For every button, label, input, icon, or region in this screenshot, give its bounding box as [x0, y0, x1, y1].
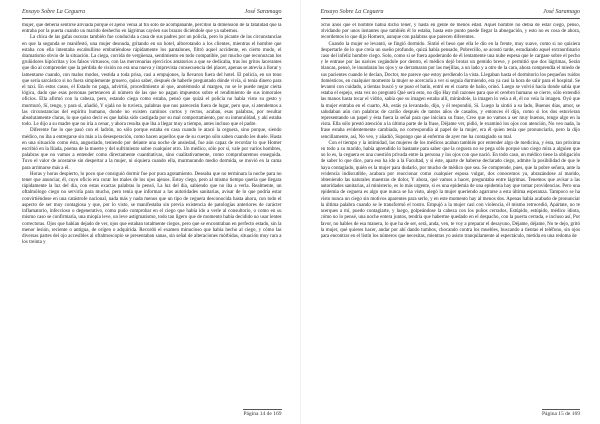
running-head: [321, 8, 581, 19]
paragraph: Cuando la mujer se levantó, se fingió dormido. Sintió el beso que ella le dio en la frente, muy suave, como si no quisiera despertarle de lo que creía un sueño profundo, quizá había pensado, Pobrecillo, se acostó tarde, estudiando aquel extraordinario caso del infeliz hombre ciego. Solo, como si se fuera apoderando de él lentamente una nube espesa que le cargase sobre el pecho y le entrase por las narices cegándole por dentro, el médico dejó brotar un gemido breve, y permitió que dos lágrimas, Serán blancas, pensó, le inundaran los ojos y se derramaran por las mejillas, a un lado y a otro de la cara, ahora comprendía el miedo de sus pacientes cuando le decían, Doctor, me parece que estoy perdiendo la vista. Llegaban hasta el dormitorio los pequeños ruidos domésticos, en cualquier momento la mujer se acercaría a ver si seguía durmiendo, era ya casi la hora de salir para el hospital. Se levantó con cuidado, a tientas buscó y se puso el batín, entró en el cuarto de baño, orinó. Luego se volvió hacia donde sabía que estaba el espejo, esta vez no preguntó Qué será esto, no dijo Hay mil razones para que el cerebro humano se cierre, sólo extendió las manos hasta tocar el vidrio, sabía que su imagen estaba allí, mirándole, la imagen lo veía a él, él no veía la imagen. Oyó que la mujer entraba en el cuarto, Ah, estás ya levantado, dijo, y él respondió, Sí. Luego la sintió a su lado, Buenos días, amor, se saludaban aún con palabras de cariño después de tantos años de casados, y entonces él dijo, como si los dos estuvieran representando un papel y ésta fuera la señal para que iniciara su frase, Creo que no vamos a ser muy buenos, tengo algo en la vista. Ella sólo prestó atención a la última parte de la frase, Déjame ver, pidió, le examinó los ojos con atención, No veo nada, la frase estaba evidentemente cambiada, no correspondía al papel de la mujer, era él quien tenía que pronunciarla, pero la dijo sencillamente, así, No veo, y añadió, Supongo que al enfermo de ayer me ha contagiado su mal.: [320, 41, 580, 140]
paragraph: Horas y horas despierto, lo poco que consiguió dormir fue por pura agotamiento. Deseaba que no terminara la noche para no tener que anunciar, él, cuyo oficio era curar los males de los ojos ajenos. Estoy ciego, pero al mismo tiempo quería que llegara rápidamente la luz del día, con estas exactas palabras lo pensó, La luz del día, sabiendo que no iba a verla. Realmente, un oftalmólogo ciego no serviría para mucho, pero tenía que informar a las autoridades sanitarias, avisar de lo que podría estar convirtiéndose en una catástrofe nacional, nada más y nada menos que un tipo de ceguera desconocida hasta ahora, con todo el aspecto de ser muy contagiosa y que, por lo visto, se manifestaba sin previa existencia de patologías anteriores de carácter inflamatorio, infeccioso o degenerativo, como pudo comprobar en el ciego que había ido a verle al consultorio, o como en su mismo caso se confirmaría, una miopía leve, un leve astigmatismo, todo tan ligero que de momento había decidido no usar lentes correctoras. Ojos que habían dejado de ver, ojos que estaban totalmente ciegos, pero que se encontraban en perfecto estado, sin la menor lesión, reciente o antigua, de origen o adquirida. Recordó el examen minucioso que había hecho al ciego, y cómo las diversas partes del ojo accesibles al oftalmoscopio se presentaban sanas, sin señal de alteraciones mórbidas, situación muy rara a los treinta y: [22, 171, 282, 246]
paragraph: mujer, que debería sentirse aliviada porque el ajeno venía al fin sólo de acompañante, percibió la dimensión de la fatalidad que la entraba por la puerta cuando un marido deshecho en lágrimas cayóen sus brazos diciéndole que ya sabemos.: [22, 23, 282, 35]
body-text: [22, 23, 282, 415]
page-number: Página 14 de 169: [243, 411, 282, 417]
running-head: [22, 8, 282, 19]
body-text: [321, 23, 581, 415]
book-title: Ensayo Sobre La Ceguera: [320, 9, 384, 15]
paragraph: La chica de las gafas oscuras también fue conducida a casa de sus padres por un policía, pero lo picante de las circunstancias en que la segunda se manifestó, una mujer desnuda, gritando en un hotel, alborotando a los clientes, mientras el hombre que estaba con ella intentaba escabullirse embutiéndose rápidamente los pantalones, filtró aquel accidente, en cierto modo, el dramatismo obvio de la situación. La ciega, corrida de vergüenza, sentimiento en todo compatible, por mucho que reconozcan los gruñidores hipócritas y los falsos virtuosos, con las mercenarias ejercicios amatorios a que se dedicaba, tras los gritos lacerantes que dio al comprender que la pérdida de visión no era una nueva y imprevista consecuencia del placer, apenas se atrevía a llorar y lamentarse cuando, con malos modos, vestida a toda prisa, casi a empujones, la llevaron fuera del hotel. El policía, en un tono que sería sarcástico si no fuera simplemente grosero, quiso saber, después de haberle preguntado dónde vivía, si tenía dinero para el taxi. En estos casos, el Estado no paga, advirtió, procedimiento al que, anotémoslo al margen, no se le puede negar cierta lógica, dado que esas personas pertenecen al número de las que no pagan impuestos sobre el rendimiento de sus inmorales oficios. Ella afirmó con la cabeza, pero, estando ciega como estaba, pensó que quizá el policía no había visto su gesto y murmuró, Sí, tengo, y para sí, añadió, Y ojalá no lo tuviera, palabras que nos parecerán fuera de lugar, pero que, si atendemos a las circunstancias del espíritu humano, donde no existen caminos cortos y rectos, acaban, esas palabras, por resultar absolutamente claras, lo que quiso decir es que había sido castigada por su mal comportamiento, por su inmoralidad, y ahí estaba todo. Le dijo a su madre que no iría a cenar, y ahora resulta que iba a llegar muy a tiempo, antes incluso que el padre.: [22, 35, 282, 128]
paragraph: ocho años que el hombre había dicho tener, y hasta en gente de menos edad. Aquel hombre no debía de estar ciego, pensó, olvidando por unos instantes que también él lo estaba, hasta este punto puede llegar la abnegación, y esto no es cosa de ahora, recordemos lo que dijo Homero, aunque con palabras que parecen diferentes.: [320, 23, 580, 41]
page-number: Página 15 de 169: [541, 411, 580, 417]
book-title: Ensayo Sobre La Ceguera: [22, 9, 85, 15]
author-name: José Saramago: [244, 9, 282, 15]
paragraph: Diferente fue lo que pasó con el ladrón, no sólo porque estaba en casa cuando le atacó la ceguera, sino porque, siendo médico, no iba a entregarse sin más a la desesperación, como hacen aquellos que de su cuerpo sólo saben cuando les duele. Hasta en una situación como ésta, angustiado, teniendo por delante una noche de ansiedad, fue aún capaz de recordar lo que Homer escribió en la Ilíada, poema de la muerte y del sufrimiento sobre cualquier otro. Un médico, sólo por sí, vale por varios hombres, palabras que no vamos a entender como directamente cuantitativas, sino cualitativamente, como comprobaremos enseguida. Tuvo el valor de acostarse sin despertar a la mujer, ni siquiera cuando ella, murmurando medio dormida, se movió en la cama para arrimarse más a él.: [22, 128, 282, 171]
author-name: José Saramago: [543, 9, 580, 15]
right-page: [301, 0, 600, 424]
paragraph: Con el tiempo y la intimidad, las mujeres de los médicos acaban también por entender algo de medicina, y ésta, tan próxima en todo a su marido, había aprendido lo bastante para saber que la ceguera no se pega sólo porque uno ciego mira a alguien que no lo es, la ceguera es una cuestión privada entre la persona y los ojos con que nació. En todo caso, un médico tiene la obligación de saber lo que dice, para eso ha ido a la Facultad, y si éste, aparte de haberse declarado ciego, admite la posibilidad de que le haya contagiado, quién es la mujer para dudarlo, por mucho de médico que sea. Se comprende, pues, que la pobre señora, ante la evidencia indiscutible, acabara por reaccionar como cualquier esposa vulgar, dos conocemos ya, abrazándose al marido, obteniendo las naturales muestras de dolor, Y ahora, qué vamos a hacer, preguntaba entre lágrimas. Tenemos que avisar a las autoridades sanitarias, al ministerio, es lo más urgente, si es una epidemia de una epidemia hay que tomar providencias. Pero una epidemia de ceguera es algo que nunca se ha visto, alegó la mujer queriendo agarrarse a esta última esperanza. Tampoco se ha visto nunca un ciego sin motivos aparentes para serlo, y en este momento hay al menos dos. Apenas había acabado de pronunciar la última palabra cuando se le transformó el rostro. Empujó a la mujer casi con violencia, él mismo retrocedió, Apártate, no te acerques a mí, puedo contagiarte, y luego, golpeándose la cabeza con los puños cerrados, Estúpido, estúpido, médico idiota, cómo no lo pensé, una noche entera juntos, tendría que haberme quedado en el despacho, con la puerta cerrada, e incluso así, Por favor, no hables de esa manera, lo que ha de ser, será, anda, ven, te voy a preparar el desayuno, Déjame, déjame, No te dejo, gritó la mujer, qué quieres hacer, andar por ahí dando tumbos, chocando contra los muebles, buscando a tientas el teléfono, sin ojos para encontrar en el listín los números que necesitas, mientras yo asisto tranquilamente al espectáculo, metida en una redoma de: [320, 140, 580, 239]
